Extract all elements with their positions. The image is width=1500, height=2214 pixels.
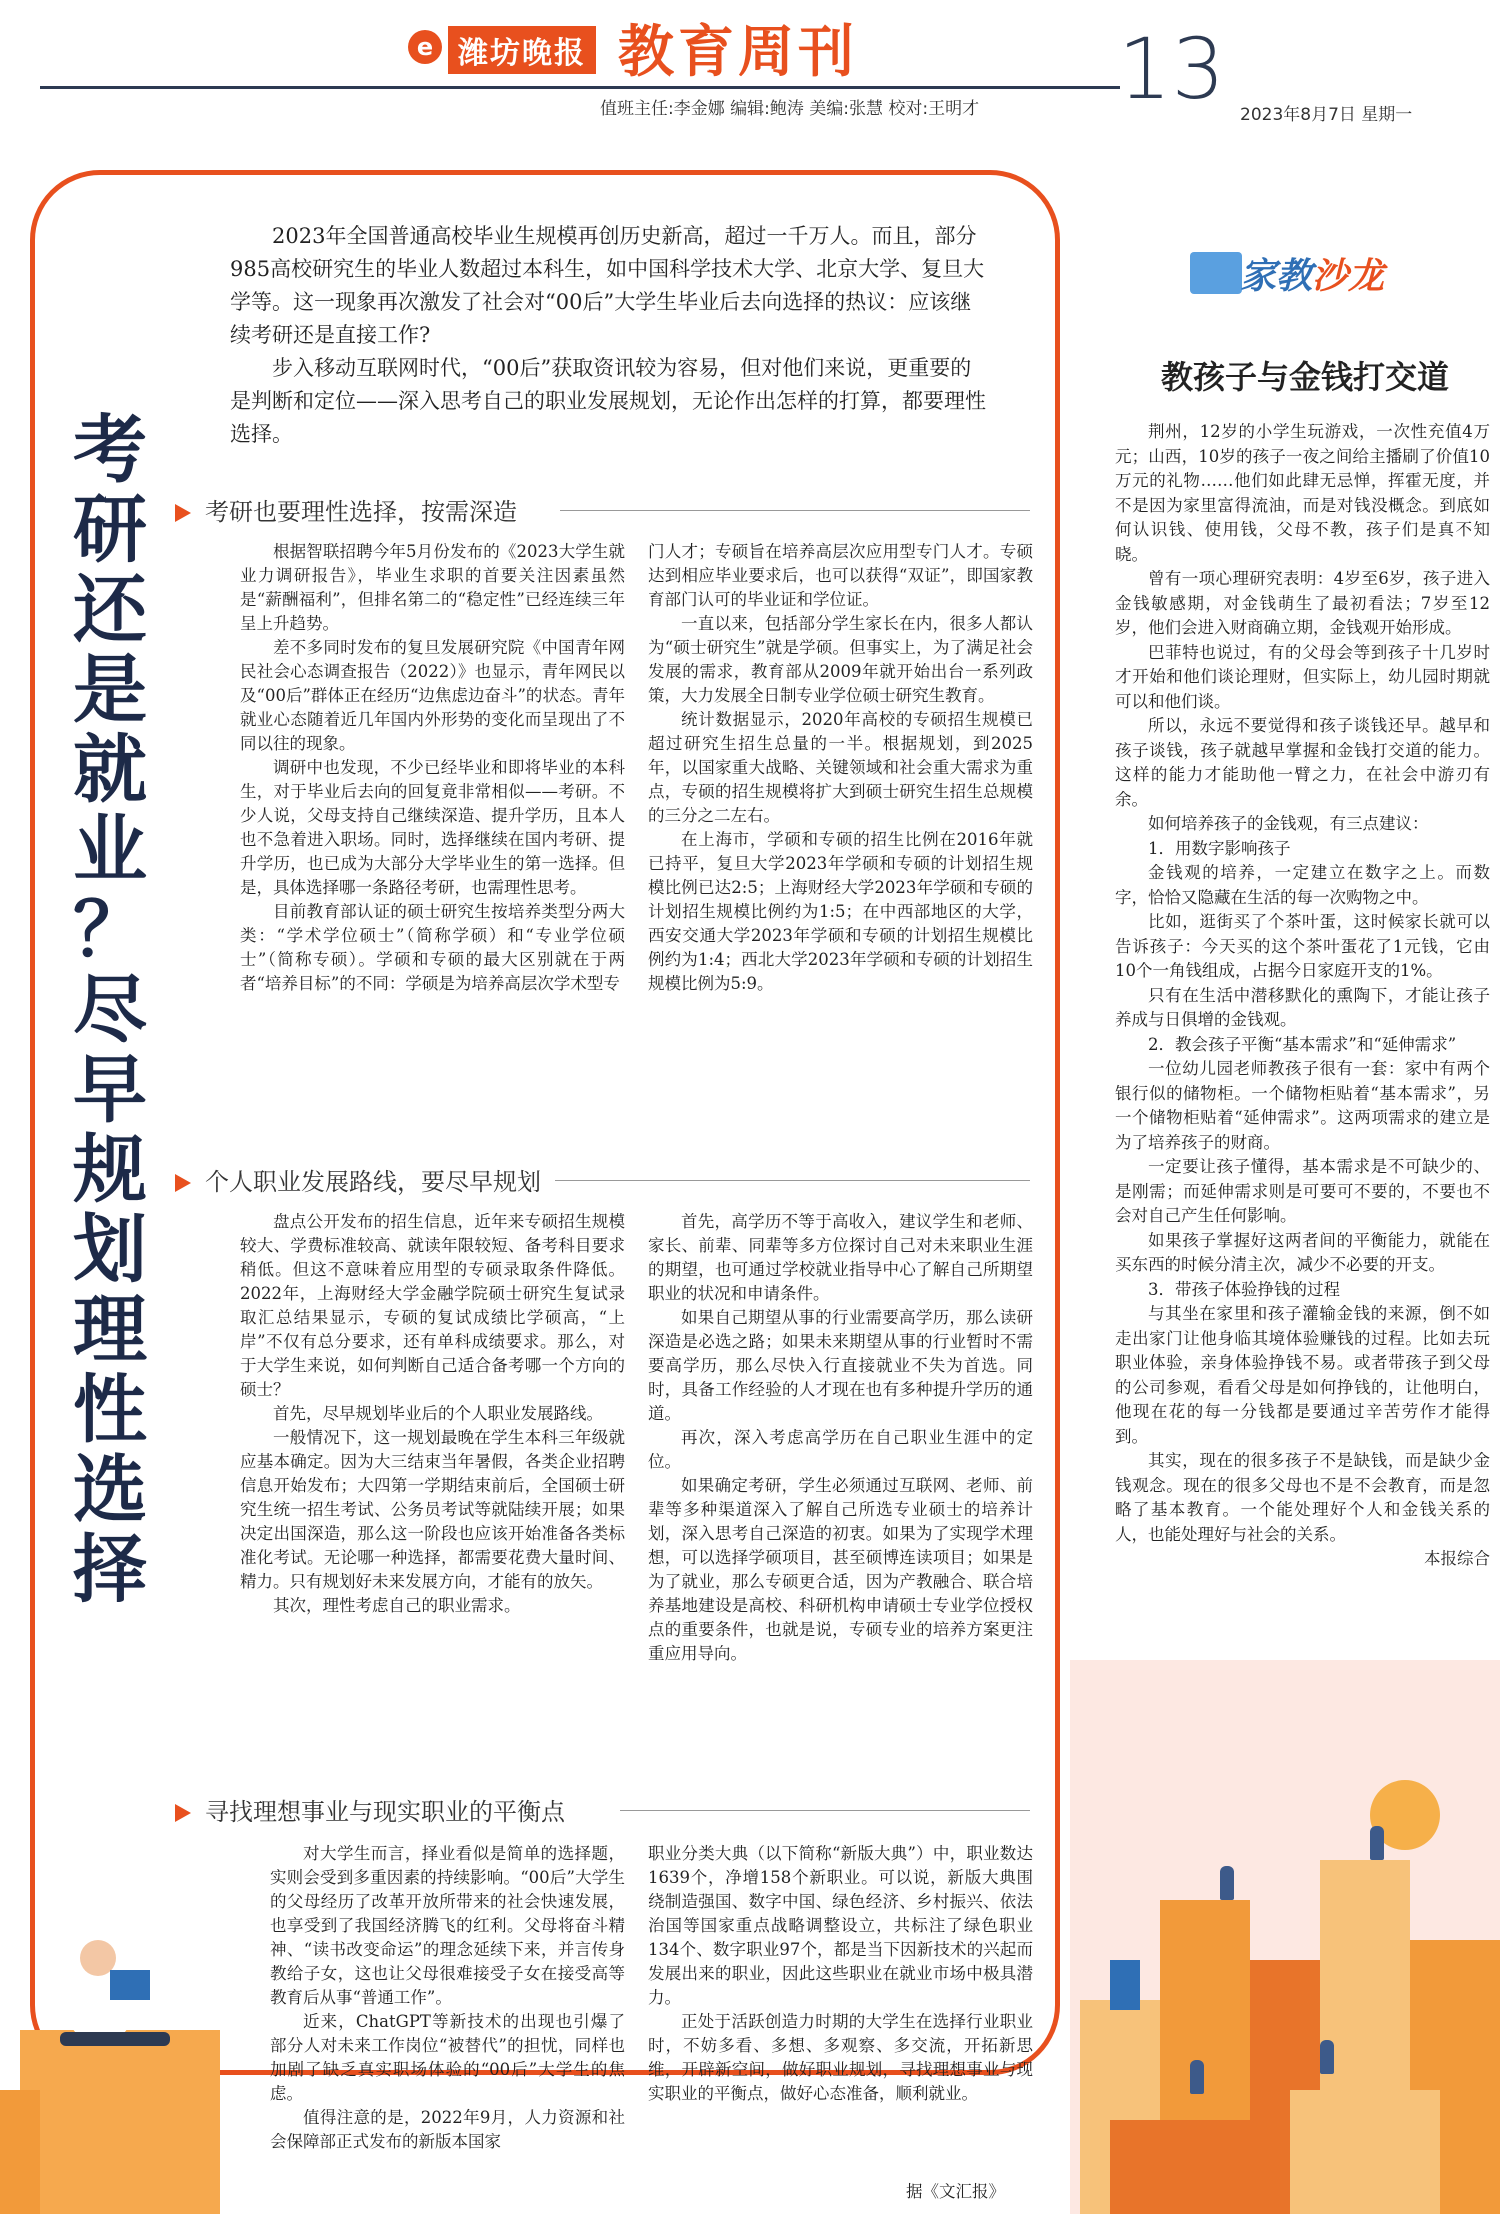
paragraph: 首先，尽早规划毕业后的个人职业发展路线。 [273, 1404, 603, 1423]
paragraph: 其次，理性考虑自己的职业需求。 [273, 1596, 521, 1615]
paragraph: 如何培养孩子的金钱观，有三点建议： [1148, 814, 1429, 833]
paragraph: 金钱观的培养，一定建立在数字之上。而数字，恰恰又隐藏在生活的每一次购物之中。 [1115, 863, 1490, 907]
newspaper-logo-text: 潍坊晚报 [448, 26, 596, 74]
paragraph: 差不多同时发布的复旦发展研究院《中国青年网民社会心态调查报告（2022）》也显示，青年网民以及“00后”群体正在经历“边焦虑边奋斗”的状态。青年就业心态随着近几年国内外形势的变化而呈现出了不同以往的现象。 [240, 638, 625, 753]
paragraph: 首先，高学历不等于高收入，建议学生和老师、家长、前辈、同辈等多方位探讨自己对未来职业生涯的期望，也可通过学校就业指导中心了解自己所期望职业的状况和申请条件。 [648, 1212, 1033, 1303]
paragraph: 其实，现在的很多孩子不是缺钱，而是缺少金钱观念。现在的很多父母也不是不会教育，而是忽略了基本教育。一个能处理好个人和金钱关系的人，也能处理好与社会的关系。 [1115, 1451, 1490, 1544]
paragraph: 一定要让孩子懂得，基本需求是不可缺少的、是刚需；而延伸需求则是可要可不要的，不要也不会对自己产生任何影响。 [1115, 1157, 1490, 1225]
subheading: 3．带孩子体验挣钱的过程 [1148, 1279, 1340, 1299]
section3-left-column [270, 1842, 625, 2154]
triangle-marker-icon [175, 1174, 191, 1192]
paragraph: 在上海市，学硕和专硕的招生比例在2016年就已持平，复旦大学2023年学硕和专硕的计划招生规模比例已达2:5；上海财经大学2023年学硕和专硕的计划招生规模比例约为1:5；在中西部地区的大学，西安交通大学2023年学硕和专硕的计划招生规模比例约为1:4；西北大学2023年学硕和专硕的计划招生规模比例为5:9。 [648, 830, 1033, 993]
main-headline: 考 研 还 是 就 业 ？ 尽 早 规 划 理 性 选 择 [73, 407, 147, 1613]
subheading: 1．用数字影响孩子 [1148, 838, 1291, 858]
page-number: 13 [1118, 20, 1225, 118]
subheading: 2．教会孩子平衡“基本需求”和“延伸需求” [1148, 1034, 1457, 1054]
sidebar-article [1115, 420, 1490, 1572]
paragraph: 如果孩子掌握好这两者间的平衡能力，就能在买东西的时候分清主次，减少不必要的开支。 [1115, 1230, 1490, 1274]
paragraph: 所以，永远不要觉得和孩子谈钱还早。越早和孩子谈钱，孩子就越早掌握和金钱打交道的能力。这样的能力才能助他一臂之力，在社会中游刃有余。 [1115, 716, 1490, 809]
editor-credits: 值班主任:李金娜 编辑:鲍涛 美编:张慧 校对:王明才 [600, 99, 980, 119]
paragraph: 根据智联招聘今年5月份发布的《2023大学生就业力调研报告》，毕业生求职的首要关注因素虽然是“薪酬福利”，但排名第二的“稳定性”已经连续三年呈上升趋势。 [240, 542, 625, 633]
article-source: 据《文汇报》 [906, 2182, 1005, 2201]
paragraph: 如果确定考研，学生必须通过互联网、老师、前辈等多种渠道深入了解自己所选专业硕士的培养计划，深入思考自己深造的初衷。如果为了实现学术理想，可以选择学硕项目，甚至硕博连读项目；如果是为了就业，那么专硕更合适，因为产教融合、联合培养基地建设是高校、科研机构申请硕士专业学位授权点的重要条件，也就是说，专硕专业的培养方案更注重应用导向。 [648, 1476, 1033, 1663]
paragraph: 与其坐在家里和孩子灌输金钱的来源，倒不如走出家门让他身临其境体验赚钱的过程。比如去玩职业体验，亲身体验挣钱不易。或者带孩子到父母的公司参观，看看父母是如何挣钱的，让他明白，他现在花的每一分钱都是要通过辛苦劳作才能得到。 [1115, 1304, 1490, 1446]
paragraph: 统计数据显示，2020年高校的专硕招生规模已超过研究生招生总量的一半。根据规划，到2025年，以国家重大战略、关键领域和社会重大需求为重点，专硕的招生规模将扩大到硕士研究生招生总规模的三分之二左右。 [648, 710, 1033, 825]
paragraph: 一位幼儿园老师教孩子很有一套：家中有两个银行似的储物柜。一个储物柜贴着“基本需求”，另一个储物柜贴着“延伸需求”。这两项需求的建立是为了培养孩子的财商。 [1115, 1059, 1490, 1152]
paragraph: 巴菲特也说过，有的父母会等到孩子十几岁时才开始和他们谈论理财，但实际上，幼儿园时期就可以和他们谈。 [1115, 642, 1490, 711]
section-heading-3: 寻找理想事业与现实职业的平衡点 [175, 1792, 565, 1827]
sidebar-source: 本报综合 [1424, 1549, 1490, 1568]
intro-paragraph: 2023年全国普通高校毕业生规模再创历史新高，超过一千万人。而且，部分985高校研究生的毕业人数超过本科生，如中国科学技术大学、北京大学、复旦大学等。这一现象再次激发了社会对“00后”大学生毕业后去向选择的热议：应该继续考研还是直接工作? [230, 224, 985, 347]
section-rule [555, 1180, 1030, 1181]
paragraph: 职业分类大典（以下简称“新版大典”）中，职业数达1639个，净增158个新职业。可以说，新版大典围绕制造强国、数字中国、绿色经济、乡村振兴、依法治国等国家重点战略调整设立，共标注了绿色职业134个、数字职业97个，都是当下因新技术的兴起而发展出来的职业，因此这些职业在就业市场中极具潜力。 [648, 1844, 1033, 2007]
triangle-marker-icon [175, 1804, 191, 1822]
column-banner: 家教沙龙 [1240, 256, 1385, 297]
intro-paragraph: 步入移动互联网时代，“00后”获取资讯较为容易，但对他们来说，更重要的是判断和定位——深入思考自己的职业发展规划，无论作出怎样的打算，都要理性选择。 [230, 356, 986, 446]
paragraph: 一直以来，包括部分学生家长在内，很多人都认为“硕士研究生”就是学硕。但事实上，为了满足社会发展的需求，教育部从2009年就开始出台一系列政策，大力发展全日制专业学位硕士研究生教育。 [648, 614, 1033, 705]
paragraph: 只有在生活中潜移默化的熏陶下，才能让孩子养成与日俱增的金钱观。 [1115, 985, 1490, 1029]
section-heading-2: 个人职业发展路线，要尽早规划 [175, 1162, 541, 1197]
paragraph: 对大学生而言，择业看似是简单的选择题，实则会受到多重因素的持续影响。“00后”大学生的父母经历了改革开放所带来的社会快速发展，也享受到了我国经济腾飞的红利。父母将奋斗精神、“读书改变命运”的理念延续下来，并言传身教给子女，这也让父母很难接受子女在接受高等教育后从事“普通工作”。 [270, 1844, 625, 2007]
section-rule [560, 510, 1030, 511]
section3-right-column [648, 1842, 1033, 2106]
section1-right-column [648, 540, 1033, 996]
paragraph: 值得注意的是，2022年9月，人力资源和社会保障部正式发布的新版本国家 [270, 2108, 625, 2151]
issue-date: 2023年8月7日 星期一 [1240, 105, 1413, 125]
paragraph: 荆州，12岁的小学生玩游戏，一次性充值4万元；山西，10岁的孩子一夜之间给主播刷了价值10万元的礼物……他们如此肆无忌惮，挥霍无度，并不是因为家里富得流油，而是对钱没概念。到底如何认识钱、使用钱，父母不教，孩子们是真不知晓。 [1115, 422, 1490, 564]
book-icon [1190, 252, 1242, 294]
paragraph: 调研中也发现，不少已经毕业和即将毕业的本科生，对于毕业后去向的回复竟非常相似——考研。不少人说，父母支持自己继续深造、提升学历，且本人也不急着进入职场。同时，选择继续在国内考研、提升学历，也已成为大部分大学毕业生的第一选择。但是，具体选择哪一条路径考研，也需理性思考。 [240, 758, 625, 897]
sidebar-headline: 教孩子与金钱打交道 [1160, 358, 1449, 396]
city-illustration [1070, 1660, 1500, 2214]
paragraph: 正处于活跃创造力时期的大学生在选择行业职业时，不妨多看、多想、多观察、多交流，开拓新思维，开辟新空间，做好职业规划，寻找理想事业与现实职业的平衡点，做好心态准备，顺利就业。 [648, 2012, 1033, 2103]
triangle-marker-icon [175, 504, 191, 522]
article-frame [30, 170, 1060, 2075]
section1-left-column [240, 540, 625, 996]
paragraph: 再次，深入考虑高学历在自己职业生涯中的定位。 [648, 1428, 1033, 1471]
paragraph: 门人才；专硕旨在培养高层次应用型专门人才。专硕达到相应毕业要求后，也可以获得“双证”，即国家教育部门认可的毕业证和学位证。 [648, 542, 1033, 609]
masthead-rule [40, 86, 1120, 89]
section-heading-1: 考研也要理性选择，按需深造 [175, 492, 517, 527]
paragraph: 近来，ChatGPT等新技术的出现也引爆了部分人对未来工作岗位“被替代”的担忧，同样也加剧了缺乏真实职场体验的“00后”大学生的焦虑。 [270, 2012, 625, 2103]
paragraph: 如果自己期望从事的行业需要高学历，那么读研深造是必选之路；如果未来期望从事的行业暂时不需要高学历，那么尽快入行直接就业不失为首选。同时，具备工作经验的人才现在也有多种提升学历的通道。 [648, 1308, 1033, 1423]
reading-figure-illustration [0, 1840, 240, 2214]
paragraph: 比如，逛街买了个茶叶蛋，这时候家长就可以告诉孩子：今天买的这个茶叶蛋花了1元钱，它由10个一角钱组成，占据今日家庭开支的1%。 [1115, 912, 1490, 980]
paragraph: 一般情况下，这一规划最晚在学生本科三年级就应基本确定。因为大三结束当年暑假，各类企业招聘信息开始发布；大四第一学期结束前后，全国硕士研究生统一招生考试、公务员考试等就陆续开展；如果决定出国深造，那么这一阶段也应该开始准备各类标准化考试。无论哪一种选择，都需要花费大量时间、精力。只有规划好未来发展方向，才能有的放矢。 [240, 1428, 625, 1591]
section2-left-column [240, 1210, 625, 1618]
supplement-title: 教育周刊 [618, 20, 858, 85]
article-intro [230, 220, 990, 451]
section2-right-column [648, 1210, 1033, 1666]
paragraph: 曾有一项心理研究表明：4岁至6岁，孩子进入金钱敏感期，对金钱萌生了最初看法；7岁至12岁，他们会进入财商确立期，金钱观开始形成。 [1115, 569, 1490, 637]
paragraph: 目前教育部认证的硕士研究生按培养类型分两大类：“学术学位硕士”（简称学硕）和“专业学位硕士”（简称专硕）。学硕和专硕的最大区别就在于两者“培养目标”的不同：学硕是为培养高层次学术型专 [240, 902, 625, 993]
section-rule [620, 1810, 1030, 1811]
newspaper-logo-mark: e [408, 30, 442, 64]
paragraph: 盘点公开发布的招生信息，近年来专硕招生规模较大、学费标准较高、就读年限较短、备考科目要求稍低。但这不意味着应用型的专硕录取条件降低。2022年，上海财经大学金融学院硕士研究生复试录取汇总结果显示，专硕的复试成绩比学硕高，“上岸”不仅有总分要求，还有单科成绩要求。那么，对于大学生来说，如何判断自己适合备考哪一个方向的硕士？ [240, 1212, 625, 1399]
